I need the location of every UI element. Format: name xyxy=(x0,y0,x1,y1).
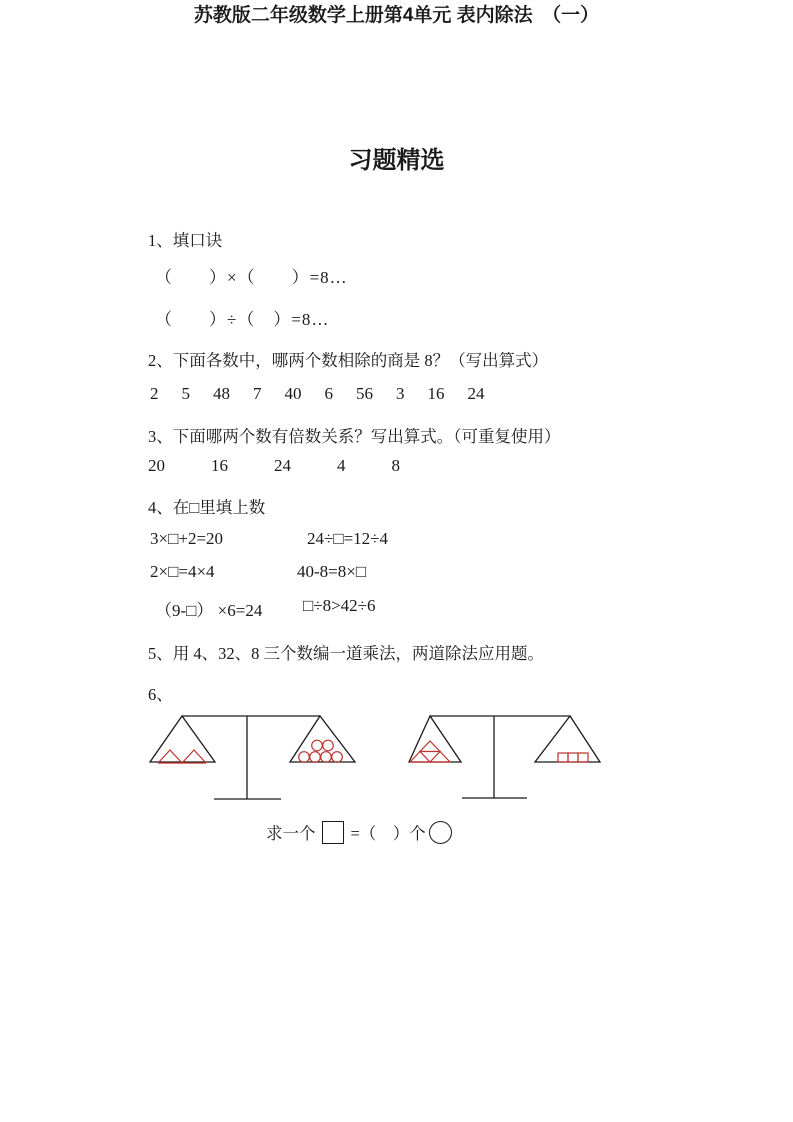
equation-cell: （9-□） ×6=24 xyxy=(155,601,263,620)
question-6-label: 6、 xyxy=(148,685,173,704)
number-item: 4 xyxy=(337,456,346,475)
circle-shape xyxy=(429,821,452,844)
page-subtitle: 习题精选 xyxy=(348,147,445,174)
page-title: 苏教版二年级数学上册第4单元 表内除法 （一） xyxy=(193,5,600,26)
number-item: 16 xyxy=(211,456,228,475)
question-3-label: 3、下面哪两个数有倍数关系？写出算式。（可重复使用） xyxy=(148,427,561,446)
number-item: 20 xyxy=(148,456,165,475)
balance-scale-left xyxy=(150,716,355,799)
question-2-label: 2、下面各数中，哪两个数相除的商是 8？（写出算式） xyxy=(148,351,549,370)
equation-cell: 40-8=8×□ xyxy=(297,562,367,581)
number-item: 24 xyxy=(467,384,485,403)
answer-formula-row xyxy=(266,820,452,844)
pan-triangle-left xyxy=(150,716,215,762)
number-item: 6 xyxy=(324,384,333,403)
pan-triangle-right xyxy=(290,716,355,762)
number-item: 2 xyxy=(150,384,159,403)
number-item: 3 xyxy=(396,384,405,403)
question-1-blank-line: （ ）÷（ ）=8… xyxy=(155,310,330,329)
balance-scale-right xyxy=(409,716,600,798)
question-1-blank-line: （ ）×（ ）=8… xyxy=(155,268,348,287)
question-3-numbers-row xyxy=(148,456,446,476)
question-5-label: 5、用 4、32、8 三个数编一道乘法，两道除法应用题。 xyxy=(148,644,544,663)
red-subdivided-triangle xyxy=(410,741,450,762)
equation-cell: □÷8>42÷6 xyxy=(303,596,376,615)
question-1-label: 1、填口诀 xyxy=(148,231,223,250)
balance-frame xyxy=(430,716,570,798)
number-item: 5 xyxy=(181,384,190,403)
number-item: 7 xyxy=(253,384,262,403)
formula-prefix: 求一个 xyxy=(266,824,316,843)
equation-cell: 2×□=4×4 xyxy=(150,562,215,581)
balance-diagram xyxy=(140,703,620,808)
question-2-numbers-row xyxy=(150,384,508,404)
equation-cell: 3×□+2=20 xyxy=(150,529,224,548)
square-shape xyxy=(322,821,344,844)
red-circles xyxy=(299,740,343,762)
number-item: 8 xyxy=(391,456,400,475)
number-item: 24 xyxy=(274,456,291,475)
question-4-label: 4、在□里填上数 xyxy=(148,498,266,517)
red-double-triangle xyxy=(158,750,206,763)
number-item: 16 xyxy=(427,384,445,403)
number-item: 56 xyxy=(356,384,373,403)
number-item: 48 xyxy=(213,384,230,403)
formula-middle: =（ ）个 xyxy=(350,824,426,843)
red-squares xyxy=(558,753,588,762)
number-item: 40 xyxy=(284,384,302,403)
equation-cell: 24÷□=12÷4 xyxy=(307,529,389,548)
